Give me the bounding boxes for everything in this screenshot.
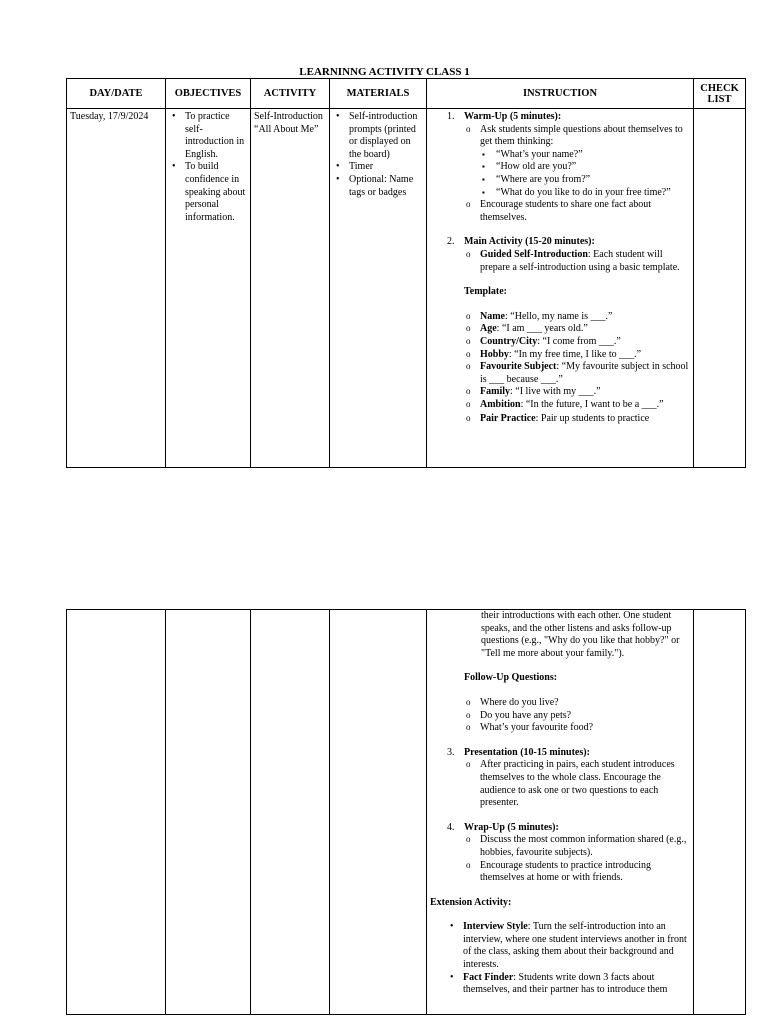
warmup-item: o Encourage students to share one fact about themselves. (464, 199, 690, 224)
pair-practice-item: o Pair Practice: Pair up students to practice (464, 413, 690, 426)
template-item: o Ambition: “In the future, I want to be a ___.” (464, 399, 690, 412)
followup-heading: Follow-Up Questions: (464, 672, 558, 684)
header-instruction: INSTRUCTION (427, 79, 694, 109)
wrapup-item: o Encourage students to practice introducing themselves at home or with friends. (464, 860, 690, 885)
followup-item: o Where do you live? (464, 697, 690, 710)
extension-item: • Interview Style: Turn the self-introduction into an interview, where one student interviews another in front of the class, asking them about their background and interests. (447, 921, 690, 971)
objective-item: • To practice self-introduction in English. (169, 111, 247, 161)
cell-instruction (427, 109, 694, 468)
template-item: o Hobby: “In my free time, I like to ___.” (464, 349, 690, 362)
header-materials: MATERIALS (330, 79, 427, 109)
header-objectives: OBJECTIVES (166, 79, 251, 109)
activity-text: Self-Introduction “All About Me” (254, 111, 323, 135)
activity-table-page-1 (66, 78, 746, 468)
cell-activity-cont (251, 610, 330, 1015)
template-item: o Favourite Subject: “My favourite subject in school is ___ because ___.” (464, 361, 690, 386)
cell-date-cont (67, 610, 166, 1015)
materials-list (333, 111, 423, 199)
template-item: o Country/City: “I come from ___.” (464, 336, 690, 349)
wrapup-heading: Wrap-Up (5 minutes): (464, 821, 559, 833)
warmup-question: ▪ “How old are you?” (480, 161, 690, 174)
presentation-heading: Presentation (10-15 minutes): (464, 746, 590, 758)
wrapup-item: o Discuss the most common information shared (e.g., hobbies, favourite subjects). (464, 834, 690, 859)
material-item: • Timer (333, 161, 423, 174)
cell-date (67, 109, 166, 468)
followup-item: o Do you have any pets? (464, 710, 690, 723)
followup-list (464, 697, 690, 735)
warmup-question: ▪ “What’s your name?” (480, 149, 690, 162)
document-title: LEARNINNG ACTIVITY CLASS 1 (299, 66, 470, 78)
material-item: • Optional: Name tags or badges (333, 174, 423, 199)
presentation-item: o After practicing in pairs, each student introduces themselves to the whole class. Encourage the audience to ask one or two questions to each presenter. (464, 759, 690, 809)
warmup-question: ▪ “Where are you from?” (480, 174, 690, 187)
step-warmup: 1. Warm-Up (5 minutes): o Ask students simple questions about themselves to get them thinking: ▪ “What’s your name?” ▪ “How old are you?” ▪ “Where are you from?” ▪ “What do you like to do in your free time?” o Encourage students to share one fact about themselves. (430, 111, 690, 224)
pair-practice-continued: their introductions with each other. One student speaks, and the other listens and asks follow-up questions (e.g., "Why do you like that hobby?" or "Tell me more about your family."). (481, 610, 680, 659)
extension-list (430, 921, 690, 997)
step-wrapup: 4. Wrap-Up (5 minutes): o Discuss the most common information shared (e.g., hobbies, favourite subjects). o Encourage students to practice introducing themselves at home or with friends. (430, 822, 690, 885)
warmup-heading: Warm-Up (5 minutes): (464, 111, 562, 122)
cell-instruction-cont (427, 610, 694, 1015)
warmup-item: o Ask students simple questions about themselves to get them thinking: ▪ “What’s your name?” ▪ “How old are you?” ▪ “Where are you from?” ▪ “What do you like to do in your free time?” (464, 124, 690, 200)
cell-objectives-cont (166, 610, 251, 1015)
template-item: o Family: “I live with my ___.” (464, 386, 690, 399)
template-list (464, 311, 690, 426)
warmup-questions (480, 149, 690, 199)
guided-item: o Guided Self-Introduction: Each student will prepare a self-introduction using a basic template. (464, 249, 690, 274)
cell-check-list (694, 109, 746, 468)
activity-table-page-2 (66, 609, 746, 1015)
objectives-list (169, 111, 247, 224)
followup-item: o What’s your favourite food? (464, 722, 690, 735)
step-presentation: 3. Presentation (10-15 minutes): o After practicing in pairs, each student introduces themselves to the whole class. Encourage the audience to ask one or two questions to each presenter. (430, 747, 690, 810)
header-check-list: CHECK LIST (694, 79, 746, 109)
warmup-question: ▪ “What do you like to do in your free time?” (480, 187, 690, 200)
extension-heading: Extension Activity: (430, 896, 512, 908)
date-text: Tuesday, 17/9/2024 (70, 111, 149, 122)
extension-item: • Fact Finder: Students write down 3 facts about themselves, and their partner has to introduce them (447, 972, 690, 997)
main-heading: Main Activity (15-20 minutes): (464, 236, 595, 248)
material-item: • Self-introduction prompts (printed or displayed on the board) (333, 111, 423, 161)
step-main-activity: 2. Main Activity (15-20 minutes): o Guided Self-Introduction: Each student will prepare a self-introduction using a basic template. Template: o Name: “Hello, my name is ___.” o Age: “I am ___ years old.” o Country/City: “I come from ___.” o Hobby: “In my free time, I like to ___.” o Favourite Subject: “My favourite subject in school is ___ because ___.” o Family: “I live with my ___.” o Ambition: “In the future, I want to be a ___.” o Pair Practice: Pair up students to practice (430, 236, 690, 426)
header-activity: ACTIVITY (251, 79, 330, 109)
template-item: o Name: “Hello, my name is ___.” (464, 311, 690, 324)
cell-activity (251, 109, 330, 468)
cell-check-list-cont (694, 610, 746, 1015)
header-day-date: DAY/DATE (67, 79, 166, 109)
template-heading: Template: (464, 286, 507, 298)
cell-objectives (166, 109, 251, 468)
template-item: o Age: “I am ___ years old.” (464, 323, 690, 336)
cell-materials (330, 109, 427, 468)
objective-item: • To build confidence in speaking about personal information. (169, 161, 247, 224)
cell-materials-cont (330, 610, 427, 1015)
